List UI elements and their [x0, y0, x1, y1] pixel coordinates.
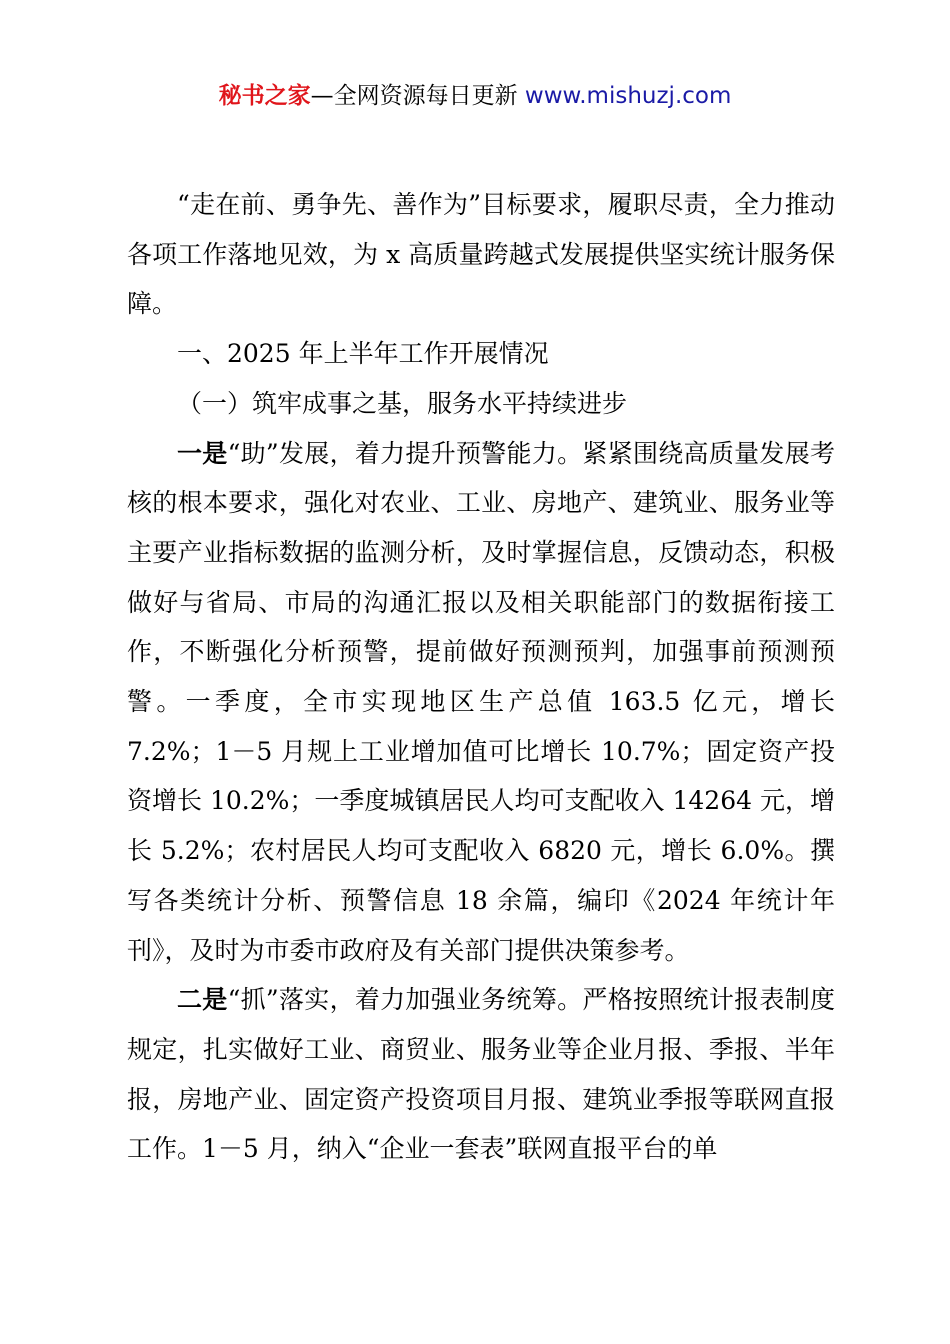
point-text: “助”发展，着力提升预警能力。紧紧围绕高质量发展考核的根本要求，强化对农业、工业、房地产、建筑业、服务业等主要产业指标数据的监测分析，及时掌握信息，反馈动态，积极做好与省局、市局的沟通汇报以及相关职能部门的数据衔接工作，不断强化分析预警，提前做好预测预判，加强事前预测预警。一季度，全市实现地区生产总值 163.5 亿元，增长 7.2%；1－5 月规上工业增加值可比增长 10.7%；固定资产投资增长 10.2%；一季度城镇居民人均可支配收入 14264 元，增长 5.2%；农村居民人均可支配收入 6820 元，增长 6.0%。撰写各类统计分析、预警信息 18 余篇，编印《2024 年统计年刊》，及时为市委市政府及有关部门提供决策参考。: [127, 438, 835, 965]
point-lead-label: 一是: [177, 438, 228, 468]
paragraph-second-point: [127, 975, 835, 1174]
section-heading: 一、2025 年上半年工作开展情况: [177, 339, 549, 369]
point-text: “抓”落实，着力加强业务统筹。严格按照统计报表制度规定，扎实做好工业、商贸业、服务业等企业月报、季报、半年报，房地产业、固定资产投资项目月报、建筑业季报等联网直报工作。1－5 月，纳入“企业一套表”联网直报平台的单: [127, 985, 835, 1164]
point-lead-label: 二是: [177, 985, 228, 1015]
document-body: [127, 180, 835, 1174]
site-url-link[interactable]: www.mishuzj.com: [524, 83, 732, 109]
paragraph-first-point: [127, 429, 835, 976]
site-header: [0, 80, 950, 112]
paragraph-continuation: “走在前、勇争先、善作为”目标要求，履职尽责，全力推动各项工作落地见效，为 x 高质量跨越式发展提供坚实统计服务保障。: [127, 190, 835, 319]
subsection-heading: （一）筑牢成事之基，服务水平持续进步: [177, 388, 628, 418]
header-tagline: —全网资源每日更新: [310, 83, 525, 109]
brand-name: 秘书之家: [218, 83, 311, 109]
